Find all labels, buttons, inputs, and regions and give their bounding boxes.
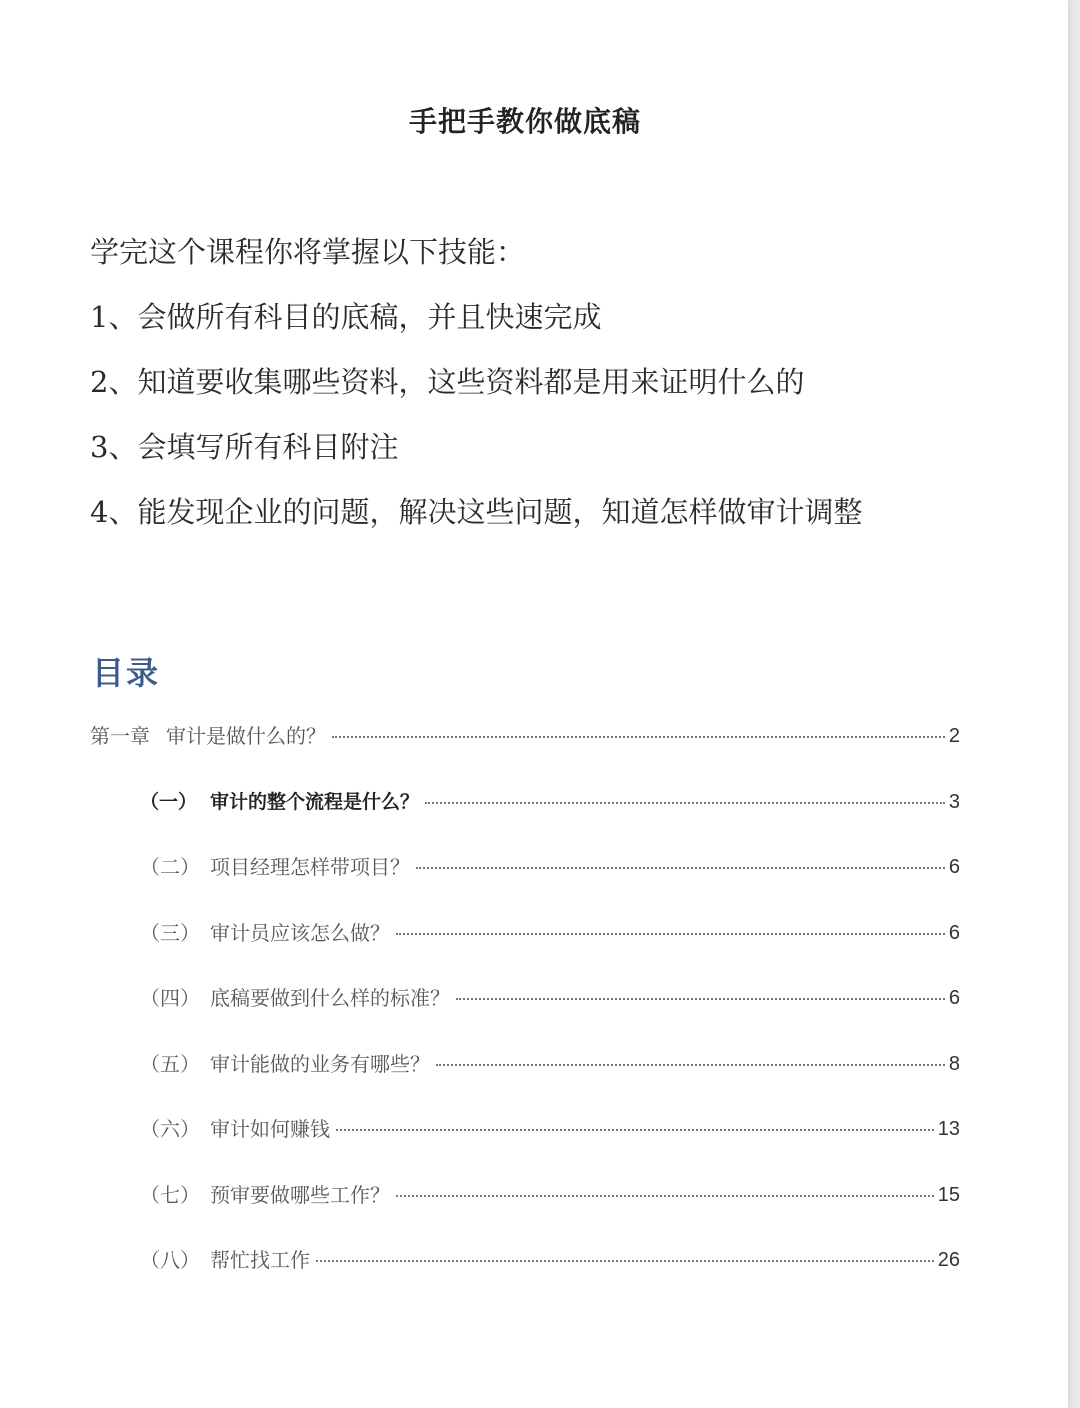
- toc-entry-label: 审计的整个流程是什么？: [210, 790, 420, 813]
- toc-leader-dots: [316, 1242, 934, 1262]
- toc-entry-section-3[interactable]: [90, 915, 960, 981]
- toc-entry-section-1[interactable]: [90, 784, 960, 850]
- toc-entry-page: 6: [948, 921, 960, 944]
- toc-leader-dots: [456, 980, 945, 1000]
- toc-entry-number: （三）: [140, 920, 200, 945]
- toc-leader-dots: [436, 1046, 945, 1066]
- toc-entry-number: （二）: [140, 855, 200, 879]
- table-of-contents: [90, 718, 960, 1308]
- toc-entry-number: （一）: [140, 790, 198, 813]
- intro-item: 4、能发现企业的问题，解决这些问题，知道怎样做审计调整: [90, 495, 863, 529]
- toc-entry-number: （七）: [140, 1182, 200, 1207]
- toc-entry-number: （八）: [140, 1248, 200, 1272]
- intro-item: 1、会做所有科目的底稿，并且快速完成: [90, 300, 602, 334]
- toc-entry-section-5[interactable]: [90, 1046, 960, 1112]
- intro-lead: 学完这个课程你将掌握以下技能：: [90, 235, 526, 269]
- toc-entry-label: 帮忙找工作: [210, 1248, 310, 1272]
- intro-item: 2、知道要收集哪些资料，这些资料都是用来证明什么的: [90, 365, 805, 399]
- toc-entry-page: 3: [948, 790, 960, 813]
- toc-entry-section-2[interactable]: [90, 849, 960, 915]
- toc-leader-dots: [416, 849, 945, 869]
- document-title: 手把手教你做底稿: [408, 105, 641, 138]
- toc-entry-label: 审计是做什么的？: [166, 724, 326, 748]
- toc-entry-section-8[interactable]: [90, 1242, 960, 1308]
- toc-entry-section-7[interactable]: [90, 1177, 960, 1243]
- intro-item: 3、会填写所有科目附注: [90, 430, 399, 464]
- toc-entry-page: 6: [948, 856, 960, 878]
- toc-entry-number: （六）: [140, 1117, 200, 1141]
- toc-entry-page: 2: [948, 725, 960, 747]
- toc-leader-dots: [336, 1111, 934, 1131]
- toc-entry-section-6[interactable]: [90, 1111, 960, 1177]
- toc-entry-page: 13: [937, 1118, 960, 1140]
- toc-entry-section-4[interactable]: [90, 980, 960, 1046]
- toc-entry-page: 26: [937, 1249, 960, 1271]
- toc-entry-page: 15: [937, 1183, 960, 1206]
- toc-entry-number: （五）: [140, 1051, 200, 1076]
- toc-leader-dots: [332, 718, 945, 738]
- toc-entry-page: 8: [948, 1052, 960, 1075]
- intro-section: [90, 232, 862, 557]
- toc-entry-label: 审计能做的业务有哪些？: [210, 1051, 430, 1076]
- toc-entry-label: 底稿要做到什么样的标准？: [210, 986, 450, 1010]
- toc-entry-number: （四）: [140, 986, 200, 1010]
- toc-entry-chapter-1[interactable]: [90, 718, 960, 784]
- toc-entry-label: 项目经理怎样带项目？: [210, 855, 410, 879]
- toc-entry-label: 审计员应该怎么做？: [210, 920, 390, 945]
- toc-entry-number: 第一章: [90, 724, 150, 748]
- toc-entry-label: 审计如何赚钱: [210, 1117, 330, 1141]
- toc-heading: 目录: [92, 654, 161, 692]
- toc-entry-page: 6: [948, 987, 960, 1009]
- toc-entry-label: 预审要做哪些工作？: [210, 1182, 390, 1207]
- toc-leader-dots: [396, 915, 945, 935]
- toc-leader-dots: [425, 784, 945, 804]
- toc-leader-dots: [396, 1177, 934, 1197]
